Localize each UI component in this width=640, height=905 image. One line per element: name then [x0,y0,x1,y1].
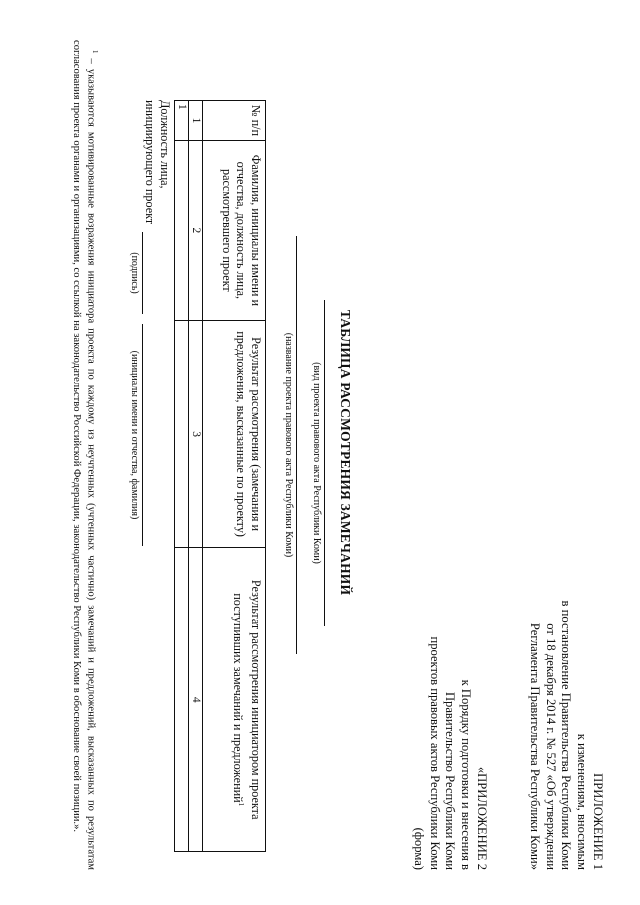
header-reviewer: Фамилия, инициалы имени и отчества, должность лица, рассмотревшего проект [203,140,266,320]
appendix-2-header [410,540,489,870]
header-review-result: Результат рассмотрения (замечания и предложения, высказанные по проекту) [203,320,266,548]
signature-caption: (подпись) [129,252,140,294]
table-cell: 1 [175,101,189,141]
footnote-mark: 1 [237,802,246,807]
footnote [69,40,102,870]
header-initiator-result [203,548,266,852]
signature-fill-line [142,232,143,314]
table-row [175,101,189,852]
column-number: 4 [189,548,203,852]
name-caption: (инициалы имени и отчества, фамилия) [129,350,140,520]
name-fill-line [142,324,143,546]
act-type-fill-line [324,300,325,626]
appendix-1-line: Регламента Правительства Республики Коми» [527,622,542,870]
table-cell [175,320,189,548]
comments-table [174,100,266,852]
signature-position-line-1: Должность лица, [158,100,172,189]
appendix-2-line: (форма) [411,827,426,870]
appendix-2-line: «ПРИЛОЖЕНИЕ 2 [475,766,489,870]
table-header-row [203,101,266,852]
column-number: 1 [189,101,203,141]
footnote-number: 1 [91,50,99,54]
act-name-caption: (название проекта правового акта Республики Коми) [283,332,294,558]
signature-position-line-2: инициирующего проект [143,100,157,225]
act-type-caption: (вид проекта правового акта Республики Коми) [311,362,322,564]
appendix-1-line: в постановление Правительства Республики Коми [559,600,574,870]
appendix-1-line: к изменениям, вносимым [575,733,590,870]
appendix-1-line: ПРИЛОЖЕНИЕ 1 [591,773,605,870]
appendix-2-line: Правительство Республики Коми [443,691,458,870]
document-title: ТАБЛИЦА РАССМОТРЕНИЯ ЗАМЕЧАНИЙ [338,309,353,596]
act-name-fill-line [296,236,297,654]
table-cell [175,548,189,852]
column-number: 2 [189,140,203,320]
appendix-2-line: проектов правовых актов Республики Коми [427,636,442,870]
appendix-1-line: от 18 декабря 2014 г. № 527 «Об утверждении [543,623,558,870]
appendix-2-line: к Порядку подготовки и внесения в [459,679,474,870]
header-initiator-result-text: Результат рассмотрения инициатором проекта поступивших замечаний и предложений [231,579,263,820]
column-number: 3 [189,320,203,548]
header-number: № п/п [203,101,266,141]
column-number-row [189,101,203,852]
footnote-text: – указываются мотивированные возражения инициатора проекта по каждому из неучтенных (учтенных частично) замечаний и предложений, высказанных по результатам согласования проекта органами и организациями, со ссылкой на законодательство Российской Федерации, законодательство Республики Коми в обоснование своей позиции.». [71,40,97,870]
table-cell [175,140,189,320]
appendix-1-header [526,540,605,870]
